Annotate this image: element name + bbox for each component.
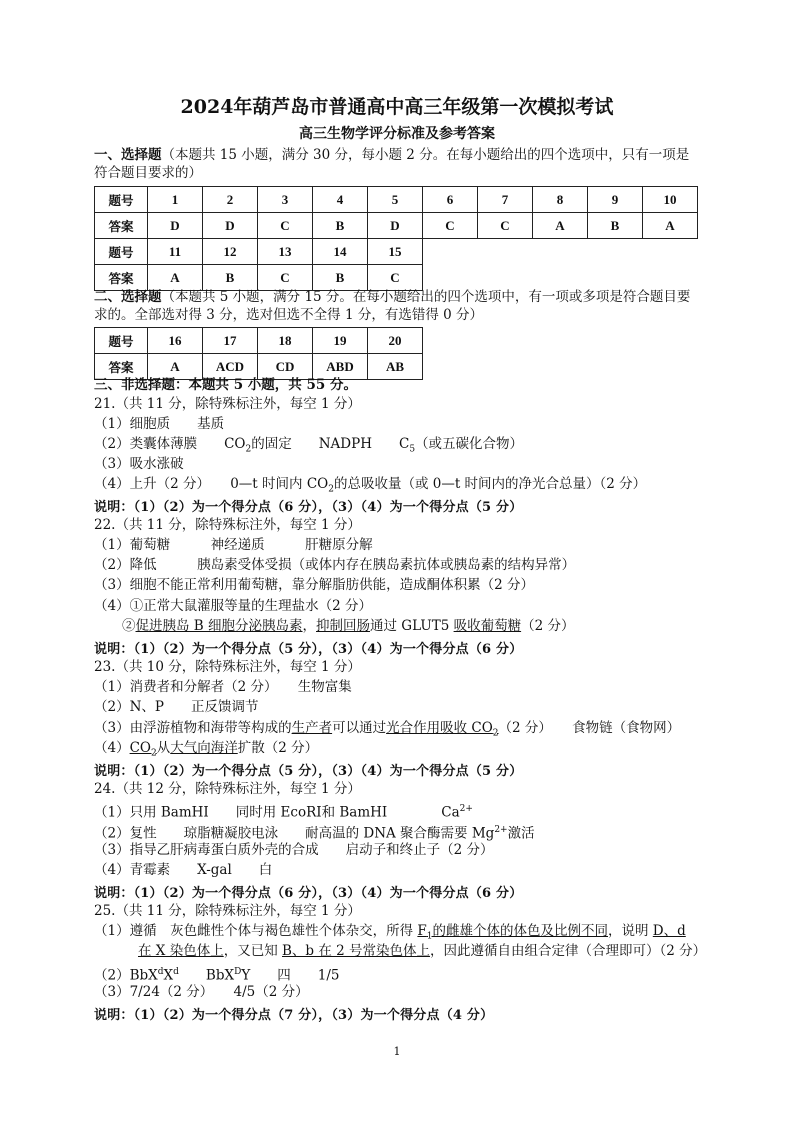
part1-description-line1 — [94, 145, 689, 165]
q25-text: ，因此遵循自由组合定律（合理即可）（2 分） — [430, 943, 707, 959]
q21-text: 的固定 NADPH C — [251, 436, 410, 452]
q25-text: ，又已知 — [223, 943, 282, 959]
answer-table-2 — [94, 327, 423, 380]
q25-text: （1）遵循 灰色雌性个体与褐色雄性个体杂交，所得 — [94, 923, 418, 939]
q25-underlined-text: D、d — [652, 923, 686, 939]
q23-text: 从 — [156, 740, 171, 756]
table-cell: B — [313, 265, 368, 291]
table-cell: AB — [368, 354, 423, 380]
part1-desc1: （本题共 15 小题，满分 30 分，每小题 2 分。在每小题给出的四个选项中，只有一项是 — [161, 147, 690, 163]
page-subtitle: 高三生物学评分标准及参考答案 — [299, 126, 495, 142]
q21-text: （4）上升（2 分） 0—t 时间内 CO — [94, 476, 329, 492]
q22-line4: （4）①正常大鼠灌服等量的生理盐水（2 分） — [94, 598, 372, 614]
q24-line4: （4）青霉素 X-gal 白 — [94, 862, 273, 878]
table-cell: 7 — [478, 187, 533, 213]
row-label-answer: 答案 — [95, 354, 148, 380]
table-cell: 2 — [203, 187, 258, 213]
page-number: 1 — [393, 1045, 401, 1058]
q23-line1: （1）消费者和分解者（2 分） 生物富集 — [94, 679, 352, 695]
table-cell: D — [368, 213, 423, 239]
q23-line2: （2）N、P 正反馈调节 — [94, 699, 259, 715]
q25-text: X — [163, 967, 174, 984]
q21-line4: （4）上升（2 分） 0—t 时间内 $CO_2$的总吸收量（或 0—t 时间内的净光合总量）（2 分） — [94, 476, 647, 495]
table-cell: 3 — [258, 187, 313, 213]
table-cell: C — [258, 213, 313, 239]
q25-superscript: d — [157, 967, 164, 977]
q22-head: 22.（共 11 分，除特殊标注外，每空 1 分） — [94, 517, 361, 533]
q23-underlined-text: 生产者 — [291, 720, 333, 736]
table-cell: ABD — [313, 354, 368, 380]
table-cell: 16 — [148, 328, 203, 354]
table-cell: 15 — [368, 239, 423, 265]
q25-underlined-text: 在 X 染色体上 — [138, 943, 224, 959]
table-cell: C — [258, 265, 313, 291]
q23-underlined-text: $CO_2$ — [129, 740, 157, 759]
table-cell: A — [148, 354, 203, 380]
table-cell: 6 — [423, 187, 478, 213]
q21-note: 说明：（1）（2）为一个得分点（6 分），（3）（4）为一个得分点（5 分） — [94, 500, 523, 515]
part1-description-line2: 符合题目要求的） — [94, 165, 202, 181]
row-label-answer: 答案 — [95, 213, 148, 239]
q25-line2 — [138, 941, 706, 961]
table-cell: B — [313, 213, 368, 239]
q22-underlined-text: 吸收葡萄糖 — [453, 618, 522, 634]
table-row-answer — [95, 213, 698, 239]
table-cell: C — [423, 213, 478, 239]
q23-text: 扩散（2 分） — [237, 740, 319, 756]
table-cell: 5 — [368, 187, 423, 213]
q24-superscript: 2+ — [459, 804, 473, 814]
q22-text: 通过 GLUT5 — [370, 618, 454, 634]
table-cell: B — [588, 213, 643, 239]
q23-underlined-text: 大气向海洋 — [170, 740, 238, 756]
q22-underlined-text: 促进胰岛 B 细胞分泌胰岛素 — [135, 618, 303, 634]
table-cell: 14 — [313, 239, 368, 265]
table-cell: 8 — [533, 187, 588, 213]
table-cell: B — [203, 265, 258, 291]
row-label-answer: 答案 — [95, 265, 148, 291]
table-row-question — [95, 187, 698, 213]
q21-text: 的总吸收量（或 0—t 时间内的净光合总量）（2 分） — [333, 476, 647, 492]
table-cell: 13 — [258, 239, 313, 265]
part1-heading: 一、选择题 — [94, 147, 162, 163]
q23-underlined-text: 光合作用吸收 $CO_2$ — [386, 720, 499, 739]
q21-text: （或五碳化合物） — [415, 436, 524, 452]
table-cell: A — [643, 213, 698, 239]
row-label-question: 题号 — [95, 239, 148, 265]
row-label-question: 题号 — [95, 187, 148, 213]
q24-text: （1）只用 BamHI 同时用 EcoRI和 BamHI Ca — [94, 804, 460, 821]
q24-superscript: 2+ — [494, 825, 508, 835]
q25-text: （2）BbX — [94, 967, 158, 984]
table-cell: 11 — [148, 239, 203, 265]
table-cell: A — [148, 265, 203, 291]
q21-line2: （2）类囊体薄膜 $CO_2$的固定 NADPH $C_5$（或五碳化合物） — [94, 436, 524, 455]
q23-text: （4） — [94, 740, 130, 756]
q21-head: 21.（共 11 分，除特殊标注外，每空 1 分） — [94, 396, 361, 412]
q23-text: （3）由浮游植物和海带等构成的 — [94, 720, 292, 736]
q22-line1: （1）葡萄糖 神经递质 肝糖原分解 — [94, 537, 373, 553]
table-cell: A — [533, 213, 588, 239]
table-cell: 1 — [148, 187, 203, 213]
q25-text: BbX — [178, 967, 235, 984]
q25-underlined-text: B、b 在 2 号常染色体上 — [282, 943, 431, 959]
q22-line3: （3）细胞不能正常利用葡萄糖，靠分解脂肪供能，造成酮体积累（2 分） — [94, 577, 534, 593]
q25-text: ，说明 — [608, 923, 653, 939]
part3-heading: 三、非选择题：本题共 5 小题，共 55 分。 — [94, 377, 357, 393]
q22-line5 — [122, 616, 574, 636]
q25-superscript: D — [234, 967, 242, 977]
q23-note: 说明：（1）（2）为一个得分点（5 分），（3）（4）为一个得分点（5 分） — [94, 764, 523, 779]
q22-text: （2 分） — [521, 618, 575, 634]
table-row-question — [95, 239, 698, 265]
table-cell: D — [148, 213, 203, 239]
answer-table-1 — [94, 186, 698, 291]
q25-head: 25.（共 11 分，除特殊标注外，每空 1 分） — [94, 903, 361, 919]
q25-superscript: d — [173, 967, 179, 977]
q22-underlined-text: 抑制回肠 — [316, 618, 371, 634]
table-cell: ACD — [203, 354, 258, 380]
q23-text: （2 分） 食物链（食物网） — [498, 720, 681, 736]
table-cell: D — [203, 213, 258, 239]
q21-line1: （1）细胞质 基质 — [94, 416, 225, 432]
q21-line3: （3）吸水涨破 — [94, 456, 184, 472]
q23-text: 可以通过 — [332, 720, 387, 736]
q24-text: 激活 — [507, 825, 535, 842]
table-cell: C — [368, 265, 423, 291]
q24-line1 — [94, 799, 473, 823]
q24-head: 24.（共 12 分，除特殊标注外，每空 1 分） — [94, 781, 361, 797]
table-cell: 20 — [368, 328, 423, 354]
table-cell: 12 — [203, 239, 258, 265]
table-cell: 4 — [313, 187, 368, 213]
table-cell: 10 — [643, 187, 698, 213]
table-cell: C — [478, 213, 533, 239]
q25-text: Y 四 1/5 — [241, 967, 340, 984]
table-row-question — [95, 328, 423, 354]
table-cell: 19 — [313, 328, 368, 354]
q25-line4: （3）7/24（2 分） 4/5（2 分） — [94, 984, 309, 1000]
q24-line3: （3）指导乙肝病毒蛋白质外壳的合成 启动子和终止子（2 分） — [94, 842, 494, 858]
q22-text: ， — [302, 618, 317, 634]
page-title: 2024年葫芦岛市普通高中高三年级第一次模拟考试 — [180, 96, 614, 118]
q24-text: （2）复性 琼脂糖凝胶电泳 耐高温的 DNA 聚合酶需要 Mg — [94, 825, 495, 842]
part2-description-line2: 求的。全部选对得 3 分，选对但选不全得 1 分，有选错得 0 分） — [94, 307, 484, 323]
table-cell: 18 — [258, 328, 313, 354]
table-cell: CD — [258, 354, 313, 380]
table-cell: 9 — [588, 187, 643, 213]
part2-description-line1 — [94, 287, 690, 307]
row-label-question: 题号 — [95, 328, 148, 354]
table-cell: 17 — [203, 328, 258, 354]
part2-desc1: （本题共 5 小题，满分 15 分。在每小题给出的四个选项中，有一项或多项是符合题目要 — [161, 289, 691, 305]
q23-head: 23.（共 10 分，除特殊标注外，每空 1 分） — [94, 659, 361, 675]
q25-underlined-text: $F_1$的雌雄个体的体色及比例不同 — [417, 923, 608, 942]
q22-line2: （2）降低 胰岛素受体受损（或体内存在胰岛素抗体或胰岛素的结构异常） — [94, 557, 576, 573]
q24-note: 说明：（1）（2）为一个得分点（6 分），（3）（4）为一个得分点（6 分） — [94, 886, 523, 901]
part2-heading: 二、选择题 — [94, 289, 162, 305]
q22-text: ② — [122, 618, 136, 634]
q22-note: 说明：（1）（2）为一个得分点（5 分），（3）（4）为一个得分点（6 分） — [94, 642, 523, 657]
q21-text: （2）类囊体薄膜 CO — [94, 436, 246, 452]
q25-note: 说明：（1）（2）为一个得分点（7 分），（3）为一个得分点（4 分） — [94, 1008, 494, 1023]
